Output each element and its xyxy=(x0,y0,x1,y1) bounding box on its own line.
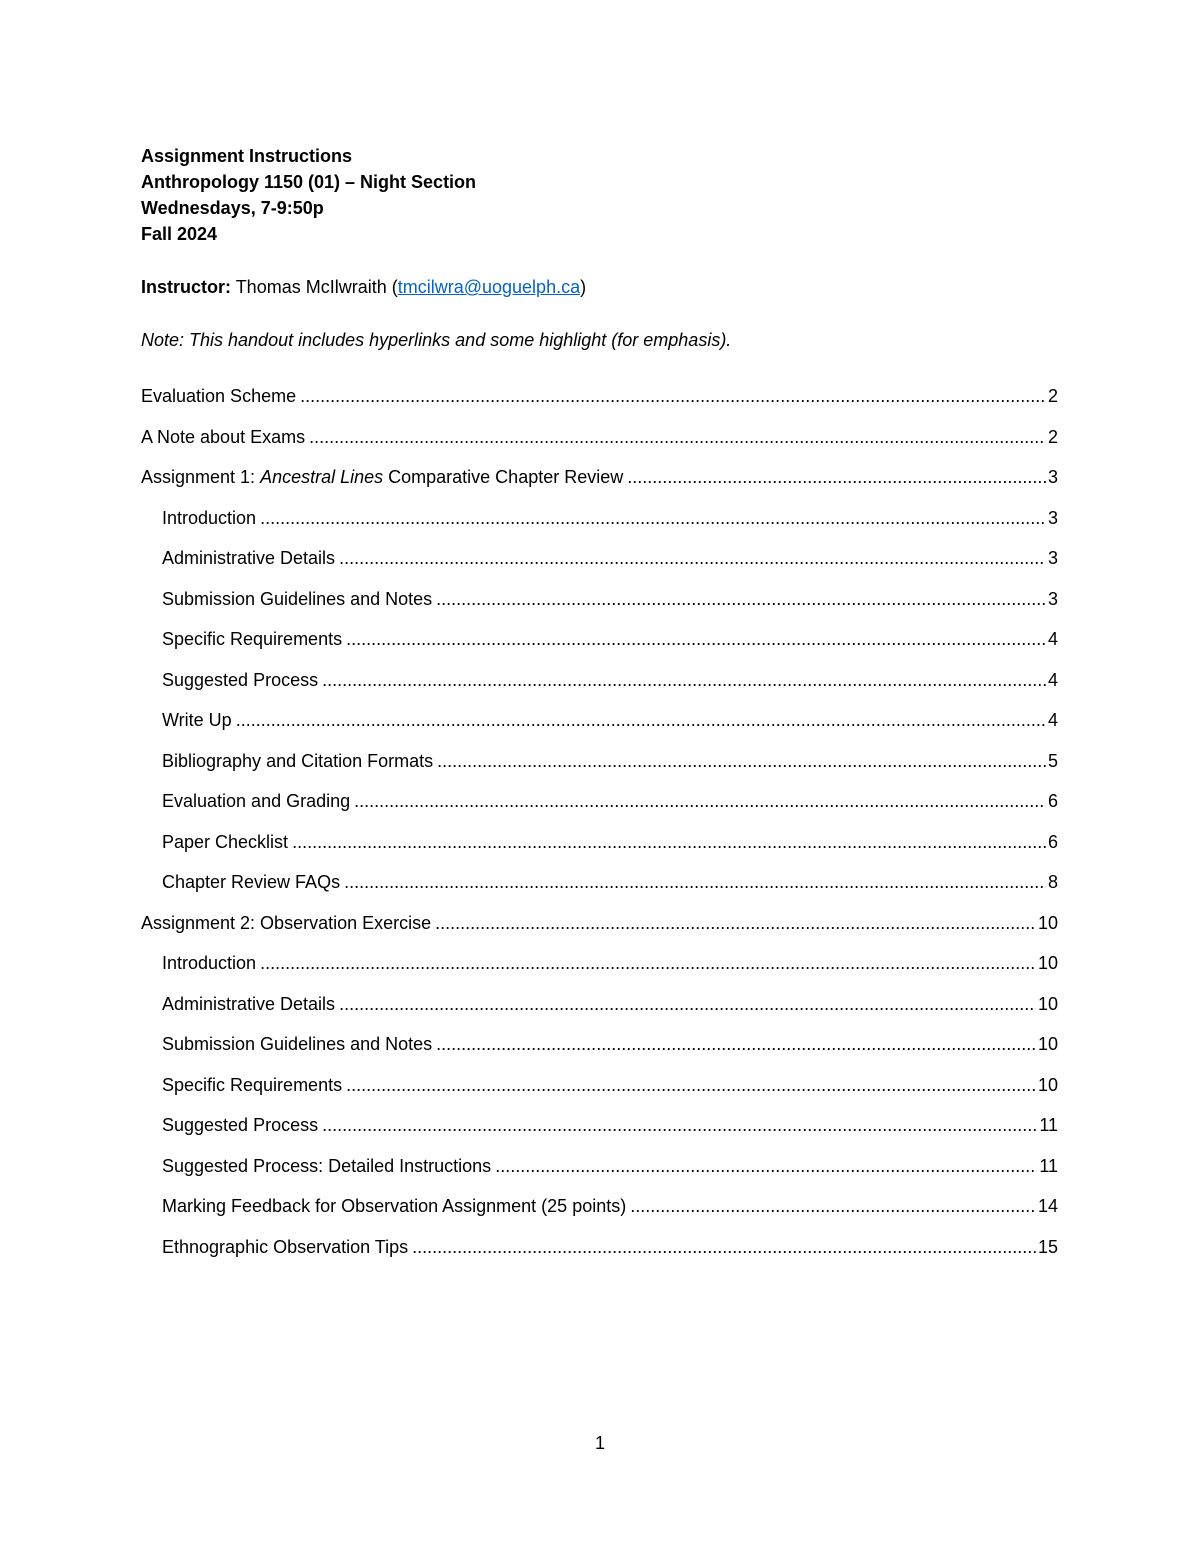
toc-dot-leader xyxy=(436,586,1046,612)
toc-entry[interactable] xyxy=(162,869,1058,895)
toc-dot-leader xyxy=(630,1193,1036,1219)
toc-entry-title-italic: Ancestral Lines xyxy=(260,467,384,487)
close-paren: ) xyxy=(580,277,587,297)
toc-entry-page: 3 xyxy=(1047,507,1058,528)
toc-entry[interactable] xyxy=(162,1031,1058,1057)
toc-entry[interactable] xyxy=(162,545,1058,571)
toc-dot-leader xyxy=(236,707,1046,733)
handout-note: Note: This handout includes hyperlinks and some highlight (for emphasis). xyxy=(141,330,732,350)
document-header xyxy=(141,143,1061,247)
toc-dot-leader xyxy=(309,424,1046,450)
toc-entry-page: 6 xyxy=(1047,831,1058,852)
toc-entry-page: 4 xyxy=(1047,629,1058,649)
toc-entry-page: 4 xyxy=(1047,669,1058,690)
toc-entry-page: 15 xyxy=(1037,1236,1058,1257)
page-number: 1 xyxy=(594,1433,605,1453)
toc-dot-leader xyxy=(300,383,1046,409)
toc-entry-page: 11 xyxy=(1039,1115,1058,1135)
document-title: Assignment Instructions xyxy=(141,146,353,166)
toc-entry-title: Specific Requirements xyxy=(162,1074,343,1095)
term: Fall 2024 xyxy=(141,224,218,244)
toc-entry[interactable] xyxy=(162,667,1058,693)
toc-entry[interactable] xyxy=(141,424,1058,450)
toc-entry-title: Write Up xyxy=(162,710,232,730)
toc-entry[interactable] xyxy=(162,707,1058,733)
toc-dot-leader xyxy=(354,788,1046,814)
toc-dot-leader xyxy=(322,667,1046,693)
toc-entry-title: Marking Feedback for Observation Assignment (25 points) xyxy=(162,1196,627,1216)
toc-entry-page: 5 xyxy=(1047,750,1058,771)
toc-dot-leader xyxy=(339,545,1046,571)
toc-entry-title: Introduction xyxy=(162,507,257,528)
toc-entry-title: Administrative Details xyxy=(162,548,336,568)
toc-entry[interactable] xyxy=(162,1153,1058,1179)
toc-dot-leader xyxy=(627,464,1046,490)
toc-dot-leader xyxy=(322,1112,1037,1138)
toc-entry-title: Administrative Details xyxy=(162,993,336,1014)
toc-dot-leader xyxy=(495,1153,1037,1179)
toc-entry[interactable] xyxy=(162,586,1058,612)
toc-entry-title: Ethnographic Observation Tips xyxy=(162,1236,409,1257)
toc-entry-title-suffix: Comparative Chapter Review xyxy=(383,467,624,487)
toc-entry-title-prefix: Assignment 1: xyxy=(141,467,261,487)
toc-entry-title: A Note about Exams xyxy=(141,426,306,447)
toc-entry-title: Specific Requirements xyxy=(162,629,343,649)
toc-entry-page: 8 xyxy=(1047,872,1058,892)
instructor-label: Instructor: xyxy=(141,277,231,297)
toc-entry-page: 4 xyxy=(1047,710,1058,730)
toc-entry-page: 3 xyxy=(1047,588,1058,609)
open-paren: ( xyxy=(391,277,398,297)
toc-dot-leader xyxy=(339,991,1036,1017)
toc-entry[interactable] xyxy=(162,829,1058,855)
toc-entry-page: 10 xyxy=(1037,912,1058,933)
toc-entry-title: Bibliography and Citation Formats xyxy=(162,750,434,771)
toc-entry-title: Suggested Process xyxy=(162,669,319,690)
toc-entry[interactable] xyxy=(162,1112,1058,1138)
instructor-line xyxy=(141,274,586,300)
toc-entry[interactable] xyxy=(162,505,1058,531)
toc-dot-leader xyxy=(436,1031,1036,1057)
toc-dot-leader xyxy=(346,1072,1036,1098)
toc-entry-title: Introduction xyxy=(162,953,257,973)
toc-entry-title: Submission Guidelines and Notes xyxy=(162,588,433,609)
course-name: Anthropology 1150 (01) – Night Section xyxy=(141,172,477,192)
toc-entry-page: 3 xyxy=(1047,548,1058,568)
instructor-name: Thomas McIlwraith xyxy=(235,277,387,297)
toc-entry-title: Suggested Process: Detailed Instructions xyxy=(162,1155,492,1176)
toc-entry[interactable] xyxy=(162,788,1058,814)
toc-entry[interactable] xyxy=(162,1234,1058,1260)
toc-dot-leader xyxy=(292,829,1046,855)
toc-entry-title: Evaluation and Grading xyxy=(162,791,351,811)
toc-entry[interactable] xyxy=(141,383,1058,409)
toc-entry-page: 14 xyxy=(1037,1196,1058,1216)
toc-entry-title: Chapter Review FAQs xyxy=(162,872,341,892)
toc-entry-page: 3 xyxy=(1047,467,1058,487)
toc-entry[interactable] xyxy=(162,991,1058,1017)
toc-entry-page: 10 xyxy=(1037,993,1058,1014)
toc-entry[interactable] xyxy=(162,626,1058,652)
toc-entry-title: Paper Checklist xyxy=(162,831,289,852)
toc-entry-title: Evaluation Scheme xyxy=(141,386,297,406)
toc-entry-page: 11 xyxy=(1039,1155,1058,1176)
toc-entry-title xyxy=(141,464,623,490)
toc-dot-leader xyxy=(260,505,1046,531)
toc-entry[interactable] xyxy=(162,1193,1058,1219)
toc-dot-leader xyxy=(346,626,1046,652)
toc-entry-page: 10 xyxy=(1037,1074,1058,1095)
instructor-email-link[interactable]: tmcilwra@uoguelph.ca xyxy=(397,277,581,297)
toc-entry-page: 10 xyxy=(1037,953,1058,973)
toc-dot-leader xyxy=(435,910,1036,936)
toc-dot-leader xyxy=(412,1234,1036,1260)
toc-entry[interactable] xyxy=(162,1072,1058,1098)
toc-entry-title: Assignment 2: Observation Exercise xyxy=(141,912,432,933)
toc-entry-title: Suggested Process xyxy=(162,1115,319,1135)
toc-entry-page: 2 xyxy=(1047,426,1058,447)
toc-entry[interactable] xyxy=(141,910,1058,936)
toc-entry-page: 10 xyxy=(1037,1034,1058,1054)
toc-dot-leader xyxy=(437,748,1046,774)
toc-entry-page: 2 xyxy=(1047,386,1058,406)
toc-entry-page: 6 xyxy=(1047,791,1058,811)
toc-entry-title: Submission Guidelines and Notes xyxy=(162,1034,433,1054)
toc-entry[interactable] xyxy=(141,464,1058,490)
toc-dot-leader xyxy=(344,869,1046,895)
class-schedule: Wednesdays, 7-9:50p xyxy=(141,198,324,218)
toc-entry[interactable] xyxy=(162,950,1058,976)
toc-entry[interactable] xyxy=(162,748,1058,774)
toc-dot-leader xyxy=(260,950,1036,976)
